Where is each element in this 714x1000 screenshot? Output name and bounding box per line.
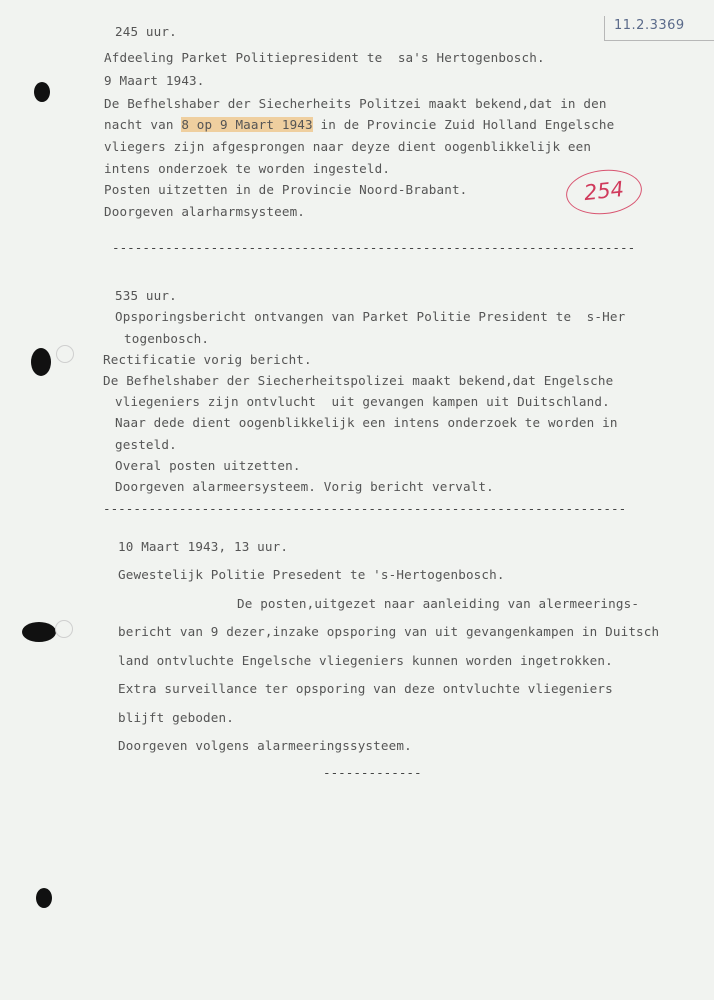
punch-hole	[22, 622, 56, 642]
text-segment: nacht van	[104, 117, 182, 132]
section2-text-line: Overal posten uitzetten.	[115, 458, 301, 473]
punch-hole-ring	[55, 620, 73, 638]
section3-date-time: 10 Maart 1943, 13 uur.	[118, 539, 289, 554]
separator-rule: ---------------------------------------------------------------------	[103, 501, 627, 516]
section2-text-line: vliegeniers zijn ontvlucht uit gevangen kampen uit Duitschland.	[115, 394, 610, 409]
section1-time: 245 uur.	[115, 24, 177, 39]
section1-sender: Afdeeling Parket Politiepresident te sa's Hertogenbosch.	[104, 50, 545, 65]
section3-text-line: bericht van 9 dezer,inzake opsporing van uit gevangenkampen in Duitsch	[118, 624, 660, 639]
punch-hole	[34, 82, 50, 102]
section3-text-line: Extra surveillance ter opsporing van deze ontvluchte vliegeniers	[118, 681, 613, 696]
section1-date: 9 Maart 1943.	[104, 73, 205, 88]
section1-text-line: Doorgeven alarharmsysteem.	[104, 204, 306, 219]
section2-text-line: Naar dede dient oogenblikkelijk een intens onderzoek te worden in	[115, 415, 618, 430]
circled-page-stamp: 254	[564, 166, 644, 218]
section3-recipient: Gewestelijk Politie Presedent te 's-Hertogenbosch.	[118, 567, 505, 582]
text-segment: in de Provincie Zuid Holland Engelsche	[312, 117, 615, 132]
section1-text-line: intens onderzoek te worden ingesteld.	[104, 161, 391, 176]
punch-hole	[31, 348, 51, 376]
section2-text-line: De Befhelshaber der Siecherheitspolizei maakt bekend,dat Engelsche	[103, 373, 614, 388]
section3-text-line: land ontvluchte Engelsche vliegeniers kunnen worden ingetrokken.	[118, 653, 613, 668]
highlighted-date: 8 op 9 Maart 1943	[181, 117, 313, 132]
section1-text-line: vliegers zijn afgesprongen naar deyze dient oogenblikkelijk een	[104, 139, 592, 154]
section3-text-line: blijft geboden.	[118, 710, 234, 725]
section1-text-line: De Befhelshaber der Siecherheits Politzei maakt bekend,dat in den	[104, 96, 607, 111]
punch-hole-ring	[56, 345, 74, 363]
archive-reference-number: 11.2.3369	[614, 18, 685, 33]
section2-text-line: togenbosch.	[124, 331, 210, 346]
section2-text-line: Doorgeven alarmeersysteem. Vorig bericht vervalt.	[115, 479, 494, 494]
section3-text-line: De posten,uitgezet naar aanleiding van alermeerings-	[237, 596, 640, 611]
section1-text-line-highlighted	[104, 117, 614, 133]
punch-hole	[36, 888, 52, 908]
end-rule: -------------	[323, 765, 422, 780]
section3-text-line: Doorgeven volgens alarmeeringssysteem.	[118, 738, 412, 753]
section2-text-line: Rectificatie vorig bericht.	[103, 352, 312, 367]
section1-text-line: Posten uitzetten in de Provincie Noord-Brabant.	[104, 182, 468, 197]
section2-time: 535 uur.	[115, 288, 177, 303]
separator-rule: ---------------------------------------------------------------------	[112, 240, 636, 255]
section2-text-line: Opsporingsbericht ontvangen van Parket Politie President te s-Her	[115, 309, 626, 324]
section2-text-line: gesteld.	[115, 437, 177, 452]
